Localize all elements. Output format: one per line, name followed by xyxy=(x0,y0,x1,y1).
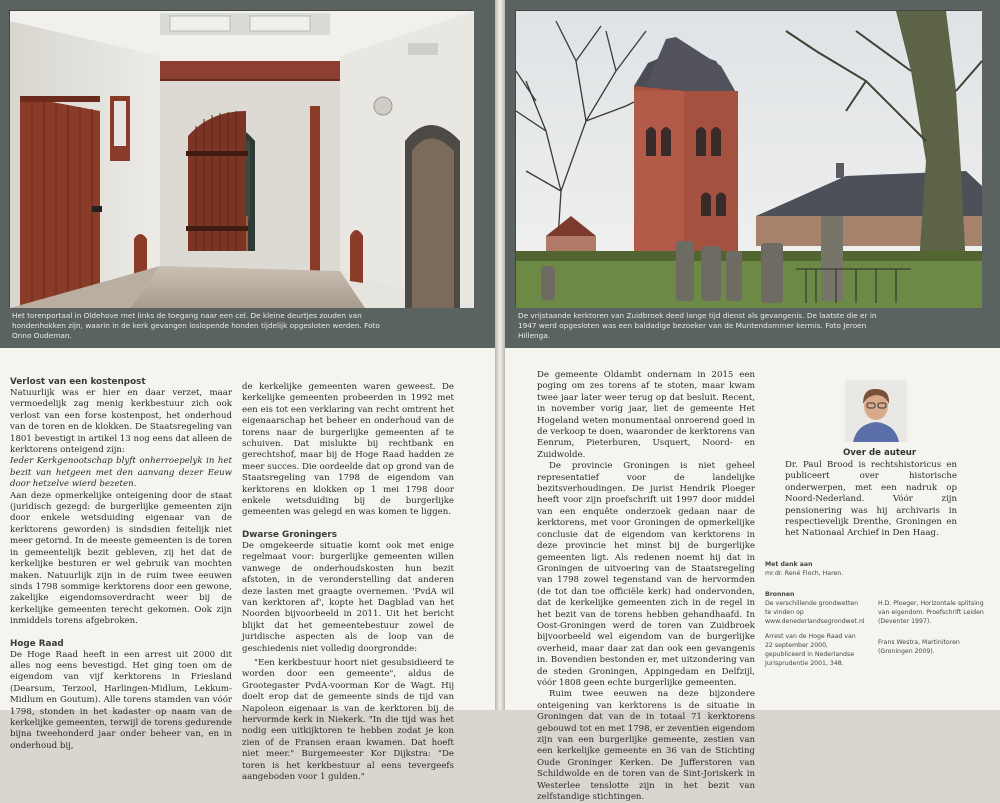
article-column-3 xyxy=(537,370,755,803)
spine-gutter xyxy=(495,0,505,710)
source-arrest: Arrest van de Hoge Raad van 22 september 2000, gepubliceerd in Nederlandse Jurisprudentie 2001, 348. xyxy=(765,633,856,667)
heading-hoge-raad: Hoge Raad xyxy=(10,638,64,649)
author-photo xyxy=(845,380,907,442)
paragraph-quote: "Een kerkbestuur hoort niet gesubsidieerd te worden door een gemeente", aldus de Grootegaster PvdA-voorman Kor de Wagt. Hij doelt erop dat de gemeente sinds de tijd van Napoleon eigenaar is van de kerktoren bij de hervormde kerk in Niekerk. "In die tijd was het nodig een uitkijktoren te hebben zodat je kon zien of de Fransen eraan kwamen. Dat hoeft niet meer." Burgemeester Kor Dijkstra: "De toren is het kerkbestuur al eens tevergeefs aangeboden voor 1 gulden." xyxy=(242,657,454,782)
source-grondwetten: De verschillende grondwetten te vinden op www.denederlandsegrondwet.nl xyxy=(765,600,865,625)
sources-label: Bronnen xyxy=(765,591,795,598)
article-column-2 xyxy=(242,382,454,783)
heading-dwarse-groningers: Dwarse Groningers xyxy=(242,529,337,540)
sources-block-right xyxy=(878,599,988,656)
thanks-label: Met dank aan xyxy=(765,561,813,568)
author-bio: Dr. Paul Brood is rechtshistoricus en publiceert over historische onderwerpen, met een nadruk op Noord-Nederland. Vóór zijn pensionering was hij archivaris in respectievelijk Drenthe, Groningen en het Nationaal Archief in Den Haag. xyxy=(785,460,957,539)
heading-verlost: Verlost van een kostenpost xyxy=(10,377,146,387)
paragraph: Natuurlijk was er hier en daar verzet, maar vermoedelijk zag menig kerkbestuur zich ook verlost van een forse kostenpost, het onderhoud van de toren en de klokken. De Staatsregeling van 1801 bevestigt in artikel 13 nog eens dat alleen de kerktorens onteigend zijn: xyxy=(10,388,232,456)
thanks-block xyxy=(765,560,885,578)
paragraph: Aan deze opmerkelijke onteigening door de staat (juridisch gezegd: de burgerlijke gemeenten zijn door enkele wetsduiding eigenaar van de kerktorens geworden) is sindsdien feitelijk niet meer getornd. In de meeste gemeenten is de toren in gemeentelijk bezit gebleven, zij het dat de kerkelijke besturen er wel gebruik van mochten maken. Natuurlijk zijn in de ruim twee eeuwen sinds 1798 sommige kerktorens door een gewone, zakelijke eigendomsoverdracht weer bij de kerkelijke gemeenten terecht gekomen. Ook zijn inmiddels torens afgebroken. xyxy=(10,490,232,627)
paragraph: Ruim twee eeuwen na deze bijzondere onteigening van kerktorens is de situatie in Groningen dat van de in totaal 71 kerktorens gebouwd tot en met 1798, er zeventien eigendom zijn van een burgerlijke gemeente, zestien van een kerkelijke gemeente en 36 van de Stichting Oude Groninger Kerken. De Jufferstoren van Schildwolde en de toren van de Sint-Joriskerk in Westerlee tenslotte zijn in het bezit van zelfstandige stichtingen. xyxy=(537,689,755,803)
article-column-1 xyxy=(10,376,232,752)
caption-right: De vrijstaande kerktoren van Zuidbroek deed lange tijd dienst als gevangenis. De laatste die er in 1947 werd opgesloten was een baldadige bezoeker van de Muntendammer kermis. Foto Jeroen Hillenga. xyxy=(518,311,877,340)
paragraph: De gemeente Oldambt ondernam in 2015 een poging om zes torens af te stoten, maar kwam twee jaar later weer terug op dat besluit. Recent, in november vorig jaar, liet de gemeente Het Hogeland weten monumentaal onroerend goed in de verkoop te doen, waaronder de kerktorens van Eenrum, Pieterburen, Usquert, Noord- en Zuidwolde. xyxy=(537,370,755,460)
paragraph: de kerkelijke gemeenten waren geweest. De kerkelijke gemeenten probeerden in 1992 met een eis tot een verklaring van recht omtrent het eigenaarschap het beheer en onderhoud van de torens naar de burgerlijke gemeenten af te schuiven. Dat mislukte bij rechtbank en gerechtshof, maar bij de Hoge Raad hadden ze meer succes. Die oordeelde dat op grond van de Staatsregeling van 1798 de eigendom van kerktorens en klokken op 1 mei 1798 door enkele wetsduiding bij de burgerlijke gemeenten was gelegd en was komen te liggen. xyxy=(242,382,454,518)
thanks-text: mr.dr. René Floch, Haren. xyxy=(765,570,844,577)
caption-left: Het torenportaal in Oldehove met links de toegang naar een cel. De kleine deurtjes zouden van hondenhokken zijn, waarin in de kerk gevangen loslopende honden tijdelijk opgesloten werden. Foto Onno Oudeman. xyxy=(12,311,380,340)
photo-zuidbroek-tower xyxy=(515,10,981,307)
photo-tower-porch xyxy=(9,10,473,307)
paragraph: De omgekeerde situatie komt ook met enige regelmaat voor: burgerlijke gemeenten willen vanwege de onderhoudskosten hun bezit afstoten, in de veronderstelling dat anderen deze lasten met graagte overnemen. 'PvdA wil van kerktoren af', kopte het Dagblad van het Noorden bijvoorbeeld in 2011. Uit het bericht blijkt dat het gemeentebestuur zowel de juridische aspecten als de loop van de geschiedenis niet volledig doorgrondde: xyxy=(242,540,454,654)
paragraph: De Hoge Raad heeft in een arrest uit 2000 dit alles nog eens bevestigd. Het ging toen om de eigendom van vijf kerktorens in Friesland (Dearsum, Terzool, Harlingen-Midlum, Lekkum-Midlum en Goutum). Alle torens stamden van vóór 1798, stonden in het kadaster op naam van de kerkelijke gemeenten, terwijl de torens gedurende bijna tweehonderd jaar onder beheer van, en in onderhoud bij, xyxy=(10,649,232,751)
quote-staatsregeling: Ieder Kerkgenootschap blyft onherroepelyk in het bezit van hetgeen met den aanvang dezer Eeuw door hetzelve wierd bezeten. xyxy=(10,456,232,490)
sources-block xyxy=(765,590,865,668)
author-heading: Over de auteur xyxy=(843,448,917,458)
source-ploeger: H.D. Ploeger, Horizontale splitsing van eigendom. Proefschrift Leiden (Deventer 1997). xyxy=(878,600,984,625)
paragraph: De provincie Groningen is niet geheel representatief voor de landelijke bezitsverhoudingen. De jurist Hendrik Ploeger heeft voor zijn proefschrift uit 1997 door middel van een enquête onderzoek gedaan naar de kerktorens, met voor Groningen de opmerkelijke conclusie dat de eigendom van kerktorens in deze provincie het minst bij de burgerlijke gemeenten ligt. Als redenen noemt hij dat in Groningen de uitvoering van de Staatsregeling van 1798 zowel tegenstand van de hervormden (de tot dan toe officiële kerk) had ondervonden, dat de kerkelijke gemeenten zich in de regel in het bezit van de torens hebben gehandhaafd. In Oost-Groningen werd de toren van Zuidbroek bijvoorbeeld wel eigendom van de burgerlijke overheid, maar daar zat dan ook een gevangenis in. Bovendien bestonden er, met uitzondering van de steden Groningen, Appingedam en Delfzijl, vóór 1808 geen echte burgerlijke gemeenten. xyxy=(537,461,755,688)
source-westra: Frans Westra, Martinitoren (Groningen 2009). xyxy=(878,639,960,655)
